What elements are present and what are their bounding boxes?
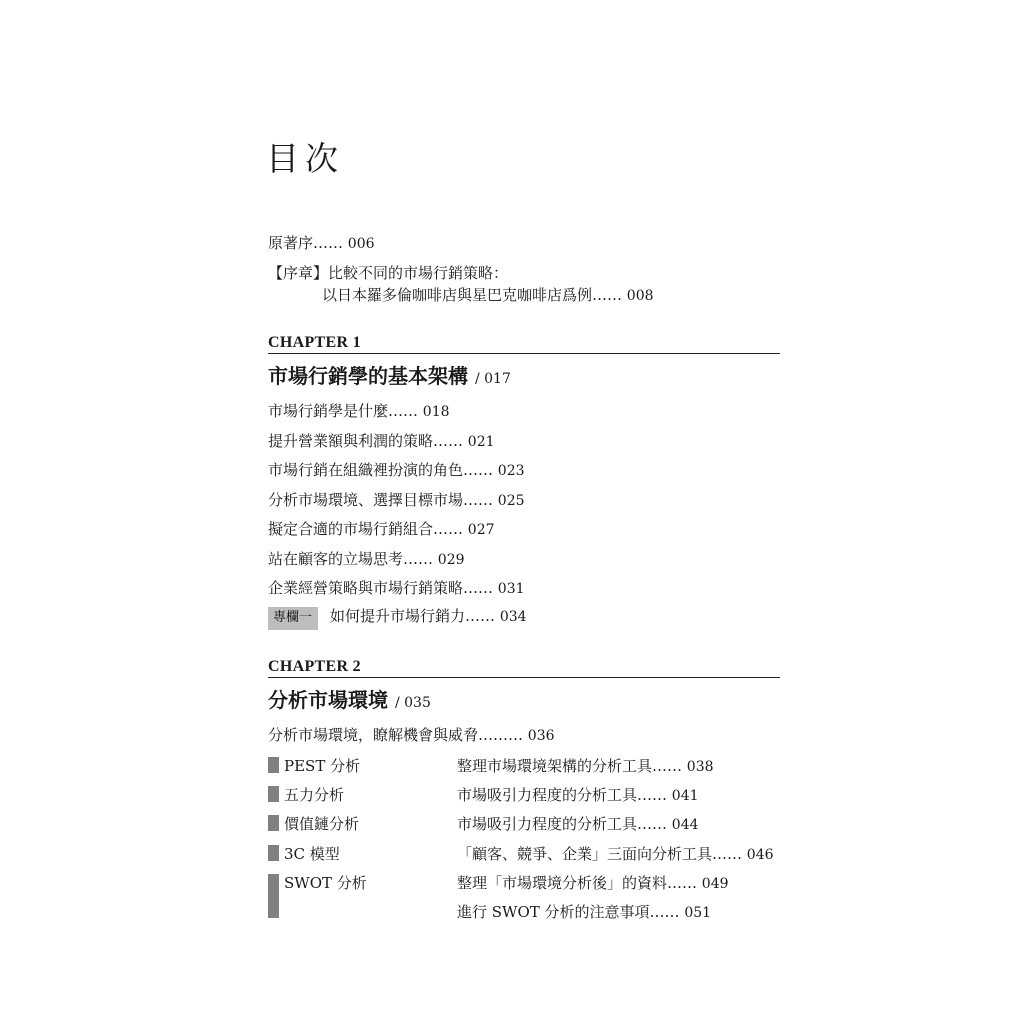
toc-entry-column[interactable] (268, 607, 527, 630)
page-number: 044 (671, 817, 699, 833)
entry-text: 原著序 (268, 234, 314, 252)
chapter-1-rule (268, 353, 780, 354)
entry-text: 如何提升市場行銷力 (330, 607, 466, 625)
leader-dots: …… (465, 607, 496, 625)
tool-marker-bar (268, 845, 279, 861)
tool-label: PEST 分析 (284, 757, 361, 775)
chapter-2-label: CHAPTER 2 (268, 658, 361, 675)
entry-text: 分析市場環境、選擇目標市場 (268, 491, 464, 509)
toc-entry[interactable] (268, 402, 450, 421)
page-number: 034 (499, 609, 527, 625)
entry-text: 市場吸引力程度的分析工具 (457, 786, 638, 804)
chapter-2-title[interactable] (268, 684, 431, 713)
entry-text: 市場行銷在組織裡扮演的角色 (268, 461, 464, 479)
page-number: 051 (684, 905, 712, 921)
chapter-1-label: CHAPTER 1 (268, 334, 361, 351)
entry-text: 整理市場環境架構的分析工具 (457, 757, 653, 775)
entry-text: 以日本羅多倫咖啡店與星巴克咖啡店爲例 (322, 286, 593, 304)
leader-dots: …… (667, 874, 698, 892)
leader-dots: …… (403, 550, 434, 568)
tool-label: 五力分析 (284, 786, 345, 804)
entry-text: 整理「市場環境分析後」的資料 (457, 874, 668, 892)
entry-text: 站在顧客的立場思考 (268, 550, 404, 568)
page-number: 029 (437, 552, 465, 568)
leader-dots: …… (652, 757, 683, 775)
toc-entry[interactable] (268, 461, 525, 480)
page-number: 027 (467, 522, 495, 538)
toc-entry-prologue[interactable] (268, 264, 508, 282)
page-number: 031 (497, 581, 525, 597)
toc-entry[interactable] (268, 491, 525, 510)
tool-label: SWOT 分析 (284, 874, 367, 892)
tool-marker-bar (268, 757, 279, 773)
entry-text: 市場吸引力程度的分析工具 (457, 815, 638, 833)
page-number: 041 (671, 788, 699, 804)
leader-dots: …… (313, 234, 344, 252)
leader-dots: ……… (478, 726, 524, 744)
toc-entry-preface[interactable] (268, 234, 375, 253)
toc-entry[interactable] (268, 726, 555, 745)
tool-marker-bar (268, 815, 279, 831)
leader-dots: …… (712, 845, 743, 863)
entry-text: 「顧客、競爭、企業」三面向分析工具 (457, 845, 713, 863)
entry-text: 分析市場環境，瞭解機會與威脅 (268, 726, 479, 744)
page-number: 021 (467, 434, 495, 450)
toc-entry[interactable] (457, 784, 699, 805)
leader-dots: …… (463, 491, 494, 509)
leader-dots: …… (433, 520, 464, 538)
toc-entry[interactable] (457, 813, 699, 834)
page-number: / 035 (394, 695, 431, 711)
entry-text: 進行 SWOT 分析的注意事項 (457, 903, 650, 921)
page-number: 006 (347, 236, 375, 252)
tool-label: 3C 模型 (284, 845, 340, 863)
toc-entry-prologue-line2[interactable] (322, 286, 654, 305)
page-number: 023 (497, 463, 525, 479)
page-number: 036 (527, 728, 555, 744)
leader-dots: …… (463, 461, 494, 479)
entry-text: 提升營業額與利潤的策略 (268, 432, 434, 450)
leader-dots: …… (592, 286, 623, 304)
page-number: 046 (746, 847, 774, 863)
entry-text: 擬定合適的市場行銷組合 (268, 520, 434, 538)
tool-label: 價值鏈分析 (284, 815, 360, 833)
entry-text: 比較不同的市場行銷策略： (328, 264, 509, 282)
toc-entry[interactable] (268, 520, 495, 539)
toc-entry[interactable] (268, 550, 465, 569)
toc-entry[interactable] (268, 432, 495, 451)
leader-dots: …… (649, 903, 680, 921)
chapter-2-rule (268, 677, 780, 678)
toc-entry[interactable] (457, 872, 729, 893)
prologue-tag: 【序章】 (268, 264, 329, 282)
toc-title: 目次 (266, 139, 344, 178)
tool-marker-bar (268, 874, 279, 918)
toc-entry[interactable] (268, 579, 525, 598)
chapter-1-title[interactable] (268, 360, 511, 389)
toc-entry[interactable] (457, 843, 774, 864)
leader-dots: …… (433, 432, 464, 450)
page-number: / 017 (474, 371, 511, 387)
toc-entry[interactable] (457, 901, 711, 922)
leader-dots: …… (388, 402, 419, 420)
chapter-title-text: 市場行銷學的基本架構 (268, 364, 468, 388)
page-number: 018 (422, 404, 450, 420)
entry-text: 企業經營策略與市場行銷策略 (268, 579, 464, 597)
leader-dots: …… (637, 786, 668, 804)
chapter-title-text: 分析市場環境 (268, 688, 388, 712)
tool-marker-bar (268, 786, 279, 802)
column-tag: 專欄一 (268, 607, 318, 630)
page-number: 038 (686, 759, 714, 775)
leader-dots: …… (463, 579, 494, 597)
entry-text: 市場行銷學是什麼 (268, 402, 389, 420)
page-number: 025 (497, 493, 525, 509)
leader-dots: …… (637, 815, 668, 833)
page-number: 008 (626, 288, 654, 304)
page-number: 049 (701, 876, 729, 892)
toc-entry[interactable] (457, 755, 714, 776)
